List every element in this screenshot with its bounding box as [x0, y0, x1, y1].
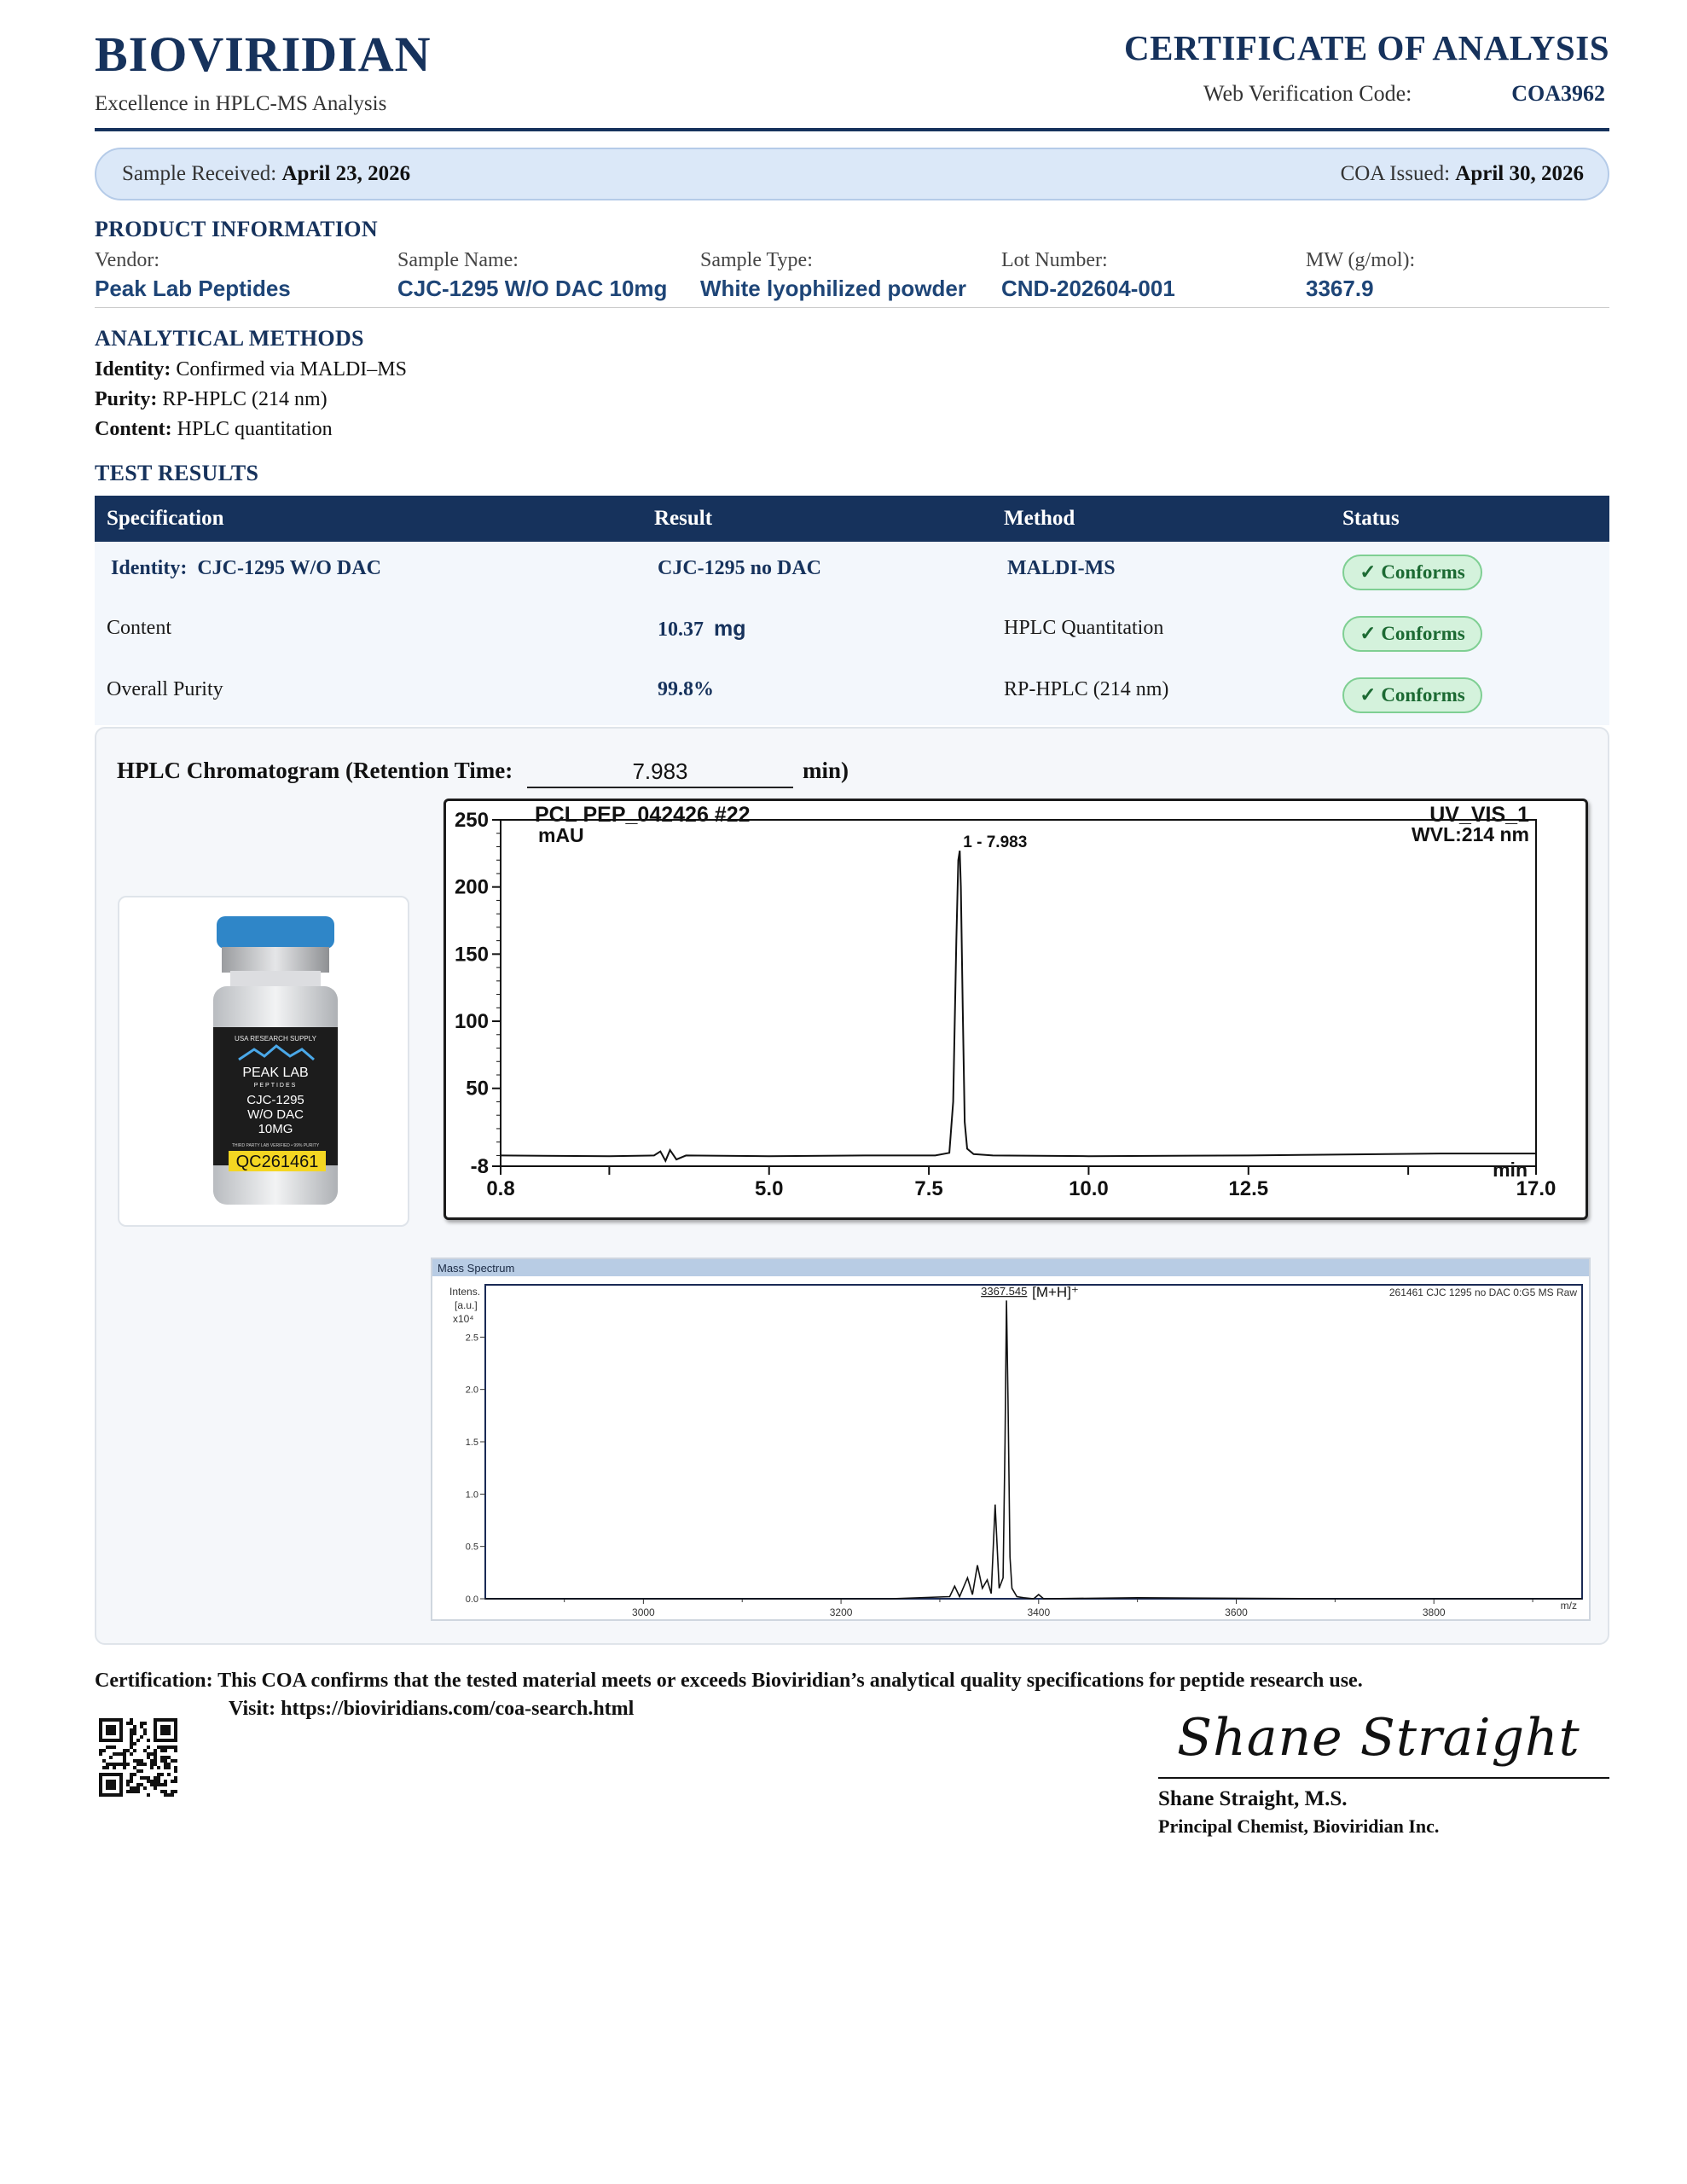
vial-top-text: USA RESEARCH SUPPLY [235, 1035, 316, 1043]
qr-module [126, 1763, 130, 1766]
status-badge: ✓ Conforms [1342, 555, 1482, 590]
column-header: Method [1004, 507, 1075, 530]
column-header: Specification [107, 507, 224, 530]
qr-module [164, 1766, 167, 1769]
qr-module [160, 1749, 164, 1752]
header-divider [95, 128, 1609, 131]
qr-module [171, 1759, 174, 1763]
ms-panel-title: Mass Spectrum [438, 1262, 515, 1275]
qr-module [164, 1793, 167, 1797]
qr-finder-core [160, 1725, 171, 1735]
qr-module [140, 1763, 143, 1766]
ms-y-tick-label: 0.0 [465, 1594, 478, 1605]
qr-module [133, 1790, 136, 1793]
sample-received [122, 162, 410, 186]
method-cell: RP-HPLC (214 nm) [1004, 678, 1169, 700]
qr-module [133, 1725, 136, 1728]
field-label: Sample Type: [700, 249, 813, 271]
qr-module [150, 1780, 154, 1783]
qr-module [167, 1756, 171, 1759]
qr-module [113, 1752, 116, 1756]
qr-module [133, 1728, 136, 1732]
document-title: CERTIFICATE OF ANALYSIS [1123, 28, 1609, 67]
qr-module [150, 1759, 154, 1763]
qr-module [130, 1735, 133, 1739]
qr-module [154, 1752, 157, 1756]
method-cell: HPLC Quantitation [1004, 617, 1164, 639]
qr-module [147, 1745, 150, 1749]
method-value: HPLC quantitation [177, 418, 333, 440]
qr-module [167, 1745, 171, 1749]
signer-title: Principal Chemist, Bioviridian Inc. [1158, 1815, 1440, 1837]
signature-line [1158, 1777, 1609, 1779]
field-label: Vendor: [95, 249, 159, 271]
qr-module [102, 1759, 106, 1763]
signature-script: Shane Straight [1177, 1708, 1580, 1768]
qr-module [150, 1783, 154, 1786]
qr-module [102, 1766, 106, 1769]
qr-module [157, 1776, 160, 1780]
qr-module [130, 1776, 133, 1780]
received-label: Sample Received: [122, 162, 277, 185]
results-heading: TEST RESULTS [95, 461, 259, 485]
qr-module [130, 1786, 133, 1790]
qr-module [143, 1732, 147, 1735]
hplc-wavelength: WVL:214 nm [1411, 823, 1529, 845]
hplc-x-tick-label: 10.0 [1069, 1177, 1109, 1200]
hplc-y-tick-label: 100 [454, 1010, 489, 1034]
vial-fine-print: THIRD PARTY LAB VERIFIED • 99% PURITY [231, 1143, 320, 1148]
qr-module [143, 1722, 147, 1725]
hplc-y-tick-label: 200 [454, 875, 489, 899]
method-cell: MALDI-MS [1007, 557, 1116, 579]
qr-module [140, 1759, 143, 1763]
verification-label: Web Verification Code: [1203, 81, 1412, 106]
qr-finder-core [106, 1725, 116, 1735]
qr-module [167, 1793, 171, 1797]
qr-module [123, 1759, 126, 1763]
hplc-ticks [455, 809, 1556, 1200]
hplc-series-line [501, 851, 1536, 1160]
qr-module [157, 1766, 160, 1769]
method-content [95, 418, 333, 441]
method-value: RP-HPLC (214 nm) [162, 388, 328, 410]
qr-module [123, 1749, 126, 1752]
column-header: Result [654, 507, 713, 530]
qr-module [143, 1728, 147, 1732]
ms-axes [485, 1285, 1582, 1599]
results-table [95, 496, 1609, 725]
vial-product-line1: CJC-1295 [246, 1093, 304, 1107]
qr-module [133, 1732, 136, 1735]
qr-module [160, 1790, 164, 1793]
qr-module [160, 1756, 164, 1759]
table-body [95, 542, 1609, 725]
field-value: Peak Lab Peptides [95, 276, 291, 301]
qr-module [154, 1763, 157, 1766]
field-label: MW (g/mol): [1306, 249, 1416, 271]
hplc-axes [501, 820, 1536, 1166]
verification-code: COA3962 [1511, 81, 1605, 106]
result-cell [658, 617, 746, 642]
qr-module [130, 1739, 133, 1742]
qr-module [136, 1759, 140, 1763]
mass-spectrum-chart [431, 1258, 1591, 1621]
ms-x-tick-label: 3800 [1422, 1606, 1446, 1618]
hplc-y-tick-label: -8 [470, 1155, 489, 1178]
retention-time-unit: min) [803, 758, 849, 783]
qr-module [123, 1756, 126, 1759]
qr-module [130, 1728, 133, 1732]
qr-module [164, 1759, 167, 1763]
qr-module [136, 1786, 140, 1790]
qr-module [126, 1749, 130, 1752]
qr-module [126, 1722, 130, 1725]
ms-y-tick-label: 0.5 [465, 1542, 478, 1553]
hplc-x-tick-label: 12.5 [1228, 1177, 1269, 1200]
ms-x-tick-label: 3600 [1225, 1606, 1248, 1618]
qr-module [160, 1783, 164, 1786]
qr-module [143, 1786, 147, 1790]
qr-module [109, 1745, 113, 1749]
qr-module [174, 1745, 177, 1749]
qr-module [130, 1742, 133, 1745]
qr-module [164, 1763, 167, 1766]
qr-module [154, 1780, 157, 1783]
ms-peak-annotation: [M+H]⁺ [1032, 1284, 1079, 1300]
qr-module [167, 1763, 171, 1766]
qr-module [126, 1783, 130, 1786]
qr-module [133, 1759, 136, 1763]
qr-module [164, 1745, 167, 1749]
qr-module [140, 1722, 143, 1725]
qr-module [174, 1790, 177, 1793]
qr-module [130, 1722, 133, 1725]
vial-qc-code: QC261461 [235, 1153, 319, 1171]
hplc-title: PCL PEP_042426 #22 [535, 803, 751, 827]
spec-value: CJC-1295 W/O DAC [197, 557, 381, 579]
ms-series-line [485, 1300, 1582, 1599]
qr-module [130, 1745, 133, 1749]
qr-module [130, 1790, 133, 1793]
field-label: Sample Name: [397, 249, 519, 271]
qr-module [160, 1759, 164, 1763]
method-value: Confirmed via MALDI–MS [176, 358, 407, 380]
qr-finder-core [106, 1780, 116, 1790]
qr-module [157, 1745, 160, 1749]
ms-y-label-2: [a.u.] [455, 1299, 478, 1311]
qr-module [116, 1752, 119, 1756]
qr-module [106, 1745, 109, 1749]
qr-module [102, 1749, 106, 1752]
qr-module [130, 1752, 133, 1756]
dates-bar [95, 148, 1609, 200]
qr-module [167, 1773, 171, 1776]
qr-module [171, 1780, 174, 1783]
result-value: 10.37 [658, 619, 704, 641]
qr-module [130, 1773, 133, 1776]
ms-y-tick-label: 1.0 [465, 1490, 478, 1501]
ms-plot-frame [485, 1285, 1582, 1599]
qr-module [164, 1790, 167, 1793]
qr-module [130, 1780, 133, 1783]
qr-module [133, 1786, 136, 1790]
qr-module [140, 1735, 143, 1739]
qr-module [99, 1752, 102, 1756]
qr-module [116, 1763, 119, 1766]
qr-module [143, 1776, 147, 1780]
table-row [95, 542, 1609, 603]
qr-module [164, 1780, 167, 1783]
column-header: Status [1342, 507, 1400, 530]
qr-module [167, 1766, 171, 1769]
qr-module [160, 1745, 164, 1749]
qr-module [164, 1783, 167, 1786]
qr-module [140, 1725, 143, 1728]
qr-module [140, 1776, 143, 1780]
hplc-channel: UV_VIS_1 [1429, 803, 1529, 827]
qr-module [164, 1756, 167, 1759]
qr-module [106, 1766, 109, 1769]
hplc-plot [446, 801, 1586, 1217]
result-cell: CJC-1295 no DAC [658, 557, 821, 579]
product-field-mw [1306, 249, 1415, 302]
qr-module [154, 1783, 157, 1786]
ms-plot [432, 1259, 1589, 1619]
vial-brand-line2: PEPTIDES [253, 1083, 298, 1089]
tagline: Excellence in HPLC-MS Analysis [95, 92, 387, 115]
qr-module [136, 1790, 140, 1793]
qr-module [160, 1773, 164, 1776]
coa-issued [1341, 162, 1584, 186]
qr-module [150, 1763, 154, 1766]
hplc-peak-label: 1 - 7.983 [963, 834, 1028, 851]
qr-module [123, 1766, 126, 1769]
field-label: Lot Number: [1001, 249, 1108, 271]
qr-module [147, 1780, 150, 1783]
qr-module [133, 1742, 136, 1745]
qr-module [174, 1769, 177, 1773]
method-label: Identity: [95, 358, 171, 380]
brand-logo: BIOVIRIDIAN [95, 26, 432, 82]
spec-cell: Overall Purity [107, 678, 223, 700]
qr-module [113, 1766, 116, 1769]
chromatogram-title: HPLC Chromatogram (Retention Time: [117, 758, 513, 783]
qr-module [136, 1739, 140, 1742]
retention-time-field: 7.983 [527, 754, 793, 788]
qr-module [99, 1749, 102, 1752]
method-purity [95, 388, 328, 411]
ms-legend: 261461 CJC 1295 no DAC 0:G5 MS Raw [1388, 1287, 1577, 1298]
qr-module [113, 1745, 116, 1749]
qr-module [126, 1790, 130, 1793]
qr-module [164, 1749, 167, 1752]
qr-module [143, 1749, 147, 1752]
qr-module [133, 1766, 136, 1769]
ms-x-tick-label: 3000 [632, 1606, 655, 1618]
qr-module [150, 1752, 154, 1756]
qr-module [174, 1759, 177, 1763]
qr-module [147, 1756, 150, 1759]
hplc-x-tick-label: 0.8 [486, 1177, 515, 1200]
ms-x-tick-label: 3200 [829, 1606, 853, 1618]
qr-module [130, 1718, 133, 1722]
qr-module [157, 1773, 160, 1776]
qr-module [109, 1763, 113, 1766]
vial-cap [217, 916, 334, 949]
qr-module [126, 1780, 130, 1783]
result-unit: mg [714, 617, 746, 641]
vial-crimp [222, 947, 329, 973]
issued-label: COA Issued: [1340, 162, 1451, 185]
hplc-y-label: mAU [538, 824, 584, 846]
status-badge: ✓ Conforms [1342, 616, 1482, 652]
qr-module [174, 1776, 177, 1780]
signer-name: Shane Straight, M.S. [1158, 1787, 1348, 1810]
qr-module [130, 1732, 133, 1735]
qr-module [171, 1745, 174, 1749]
product-field-vendor [95, 249, 291, 302]
hplc-y-tick-label: 150 [454, 943, 489, 967]
ms-y-tick-label: 2.5 [465, 1333, 478, 1344]
ms-y-tick-label: 1.5 [465, 1438, 478, 1448]
field-value: CND-202604-001 [1001, 276, 1175, 301]
hplc-y-tick-label: 50 [466, 1077, 489, 1101]
hplc-x-tick-label: 7.5 [914, 1177, 943, 1200]
field-value: CJC-1295 W/O DAC 10mg [397, 276, 668, 301]
qr-module [174, 1749, 177, 1752]
qr-module [157, 1780, 160, 1783]
qr-module [147, 1752, 150, 1756]
vial-product-line3: 10MG [258, 1122, 293, 1136]
qr-module [147, 1776, 150, 1780]
ms-title-bar [432, 1259, 1589, 1276]
hplc-x-tick-label: 5.0 [755, 1177, 784, 1200]
qr-module [140, 1769, 143, 1773]
qr-module [154, 1756, 157, 1759]
hplc-y-tick-label: 250 [454, 809, 489, 832]
table-row [95, 665, 1609, 726]
qr-module [150, 1766, 154, 1769]
status-badge: ✓ Conforms [1342, 677, 1482, 713]
table-header [95, 496, 1609, 542]
ms-x-label: m/z [1560, 1600, 1577, 1612]
product-divider [95, 307, 1609, 308]
product-info-heading: PRODUCT INFORMATION [95, 217, 378, 241]
qr-module [136, 1769, 140, 1773]
qr-module [123, 1752, 126, 1756]
qr-module [119, 1752, 123, 1756]
vial-brand-line1: PEAK LAB [242, 1066, 309, 1080]
qr-module [154, 1776, 157, 1780]
ms-y-tick-label: 2.0 [465, 1385, 478, 1396]
qr-module [109, 1756, 113, 1759]
qr-module [143, 1763, 147, 1766]
qr-module [140, 1783, 143, 1786]
vial-product-line2: W/O DAC [247, 1107, 304, 1122]
spec-label: Identity: [111, 557, 188, 579]
received-value: April 23, 2026 [281, 162, 411, 185]
qr-module [136, 1763, 140, 1766]
qr-module [174, 1780, 177, 1783]
qr-module [154, 1786, 157, 1790]
hplc-x-label: min [1493, 1159, 1528, 1181]
qr-module [123, 1763, 126, 1766]
qr-module [174, 1766, 177, 1769]
qr-module [147, 1739, 150, 1742]
qr-module [157, 1783, 160, 1786]
ms-y-label-3: x10⁴ [453, 1313, 474, 1325]
chromatogram-panel [95, 727, 1609, 1645]
qr-module [154, 1759, 157, 1763]
spec-cell: Content [107, 617, 171, 639]
ms-peak-label: 3367.545 [981, 1285, 1028, 1298]
hplc-chromatogram-chart [443, 799, 1588, 1220]
qr-module [133, 1749, 136, 1752]
qr-module [119, 1763, 123, 1766]
certification-statement: Certification: This COA confirms that the tested material meets or exceeds Bioviridian’s analytical quality specifications for peptide research use. [95, 1670, 1363, 1692]
product-field-lot-number [1001, 249, 1175, 302]
product-field-sample-name [397, 249, 667, 302]
methods-heading: ANALYTICAL METHODS [95, 326, 364, 351]
product-field-sample-type [700, 249, 966, 302]
ms-y-label-1: Intens. [449, 1286, 481, 1298]
table-row [95, 603, 1609, 665]
vial-photo [118, 896, 409, 1227]
qr-module [136, 1783, 140, 1786]
hplc-x-tick-label: 17.0 [1516, 1177, 1557, 1200]
field-value: 3367.9 [1306, 276, 1374, 301]
qr-module [171, 1793, 174, 1797]
method-identity [95, 358, 407, 381]
hplc-plot-frame [501, 820, 1536, 1166]
qr-module [147, 1793, 150, 1797]
qr-module [154, 1749, 157, 1752]
vial-illustration [119, 897, 408, 1225]
result-cell: 99.8% [658, 678, 714, 700]
qr-code-icon [99, 1718, 177, 1797]
spec-cell [111, 557, 381, 580]
method-label: Purity: [95, 388, 158, 410]
qr-module [171, 1790, 174, 1793]
field-value: White lyophilized powder [700, 276, 966, 301]
ms-x-tick-label: 3400 [1027, 1606, 1051, 1618]
issued-value: April 30, 2026 [1455, 162, 1584, 185]
qr-module [106, 1763, 109, 1766]
method-label: Content: [95, 418, 172, 440]
qr-module [133, 1773, 136, 1776]
verification-link[interactable]: Visit: https://bioviridians.com/coa-search.html [229, 1698, 635, 1720]
qr-module [113, 1763, 116, 1766]
